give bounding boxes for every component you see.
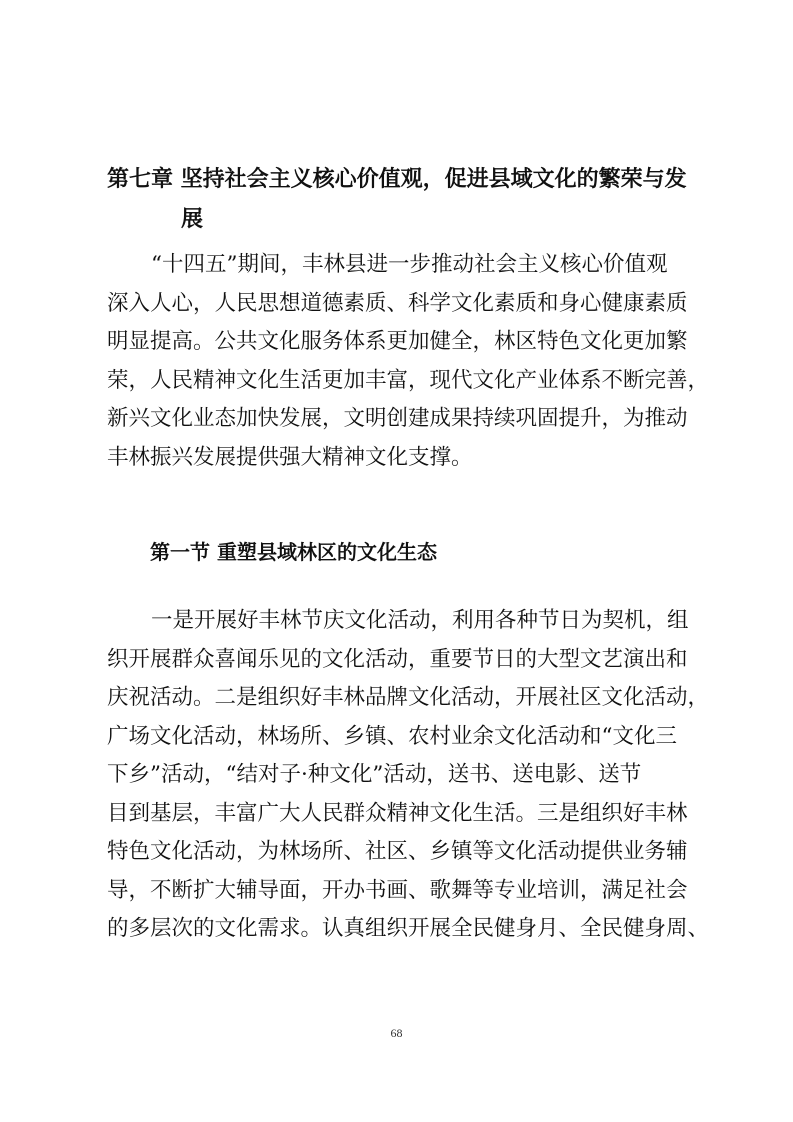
chapter-title [107,160,707,240]
chapter-title-line-2: 展 [181,207,204,232]
paragraph-line: 广场文化活动，林场所、乡镇、农村业余文化活动和“文化三 [107,723,677,749]
paragraph-line: 下乡”活动，“结对子·种文化”活动，送书、送电影、送节 [107,762,642,787]
paragraph-line: “十四五”期间，丰林县进一步推动社会主义核心价值观 [151,252,668,277]
paragraph-line: 特色文化活动，为林场所、社区、乡镇等文化活动提供业务辅 [107,839,688,864]
paragraph-line: 深入人心，人民思想道德素质、科学文化素质和身心健康素质 [107,290,688,316]
paragraph-line: 新兴文化业态加快发展，文明创建成果持续巩固提升，为推动 [107,406,688,431]
paragraph-line: 目到基层，丰富广大人民群众精神文化生活。三是组织好丰林 [107,800,688,826]
paragraph-line: 一是开展好丰林节庆文化活动，利用各种节日为契机，组 [151,608,689,633]
paragraph-line: 的多层次的文化需求。认真组织开展全民健身月、全民健身周、 [107,916,710,941]
paragraph-line: 织开展群众喜闻乐见的文化活动，重要节日的大型文艺演出和 [107,646,688,672]
paragraph-line: 导，不断扩大辅导面，开办书画、歌舞等专业培训，满足社会 [107,877,688,903]
paragraph-line: 明显提高。公共文化服务体系更加健全，林区特色文化更加繁 [107,329,688,354]
section-title: 第一节 重塑县域林区的文化生态 [150,540,437,564]
page-number: 68 [390,1026,403,1040]
paragraph-line: 丰林振兴发展提供强大精神文化支撑。 [107,444,473,470]
intro-paragraph [107,246,710,477]
chapter-title-line-1: 第七章 坚持社会主义核心价值观，促进县域文化的繁荣与发 [107,167,687,192]
paragraph-line: 荣，人民精神文化生活更加丰富，现代文化产业体系不断完善， [107,367,710,393]
paragraph-line: 庆祝活动。二是组织好丰林品牌文化活动，开展社区文化活动， [107,685,710,710]
body-paragraph [107,602,710,949]
